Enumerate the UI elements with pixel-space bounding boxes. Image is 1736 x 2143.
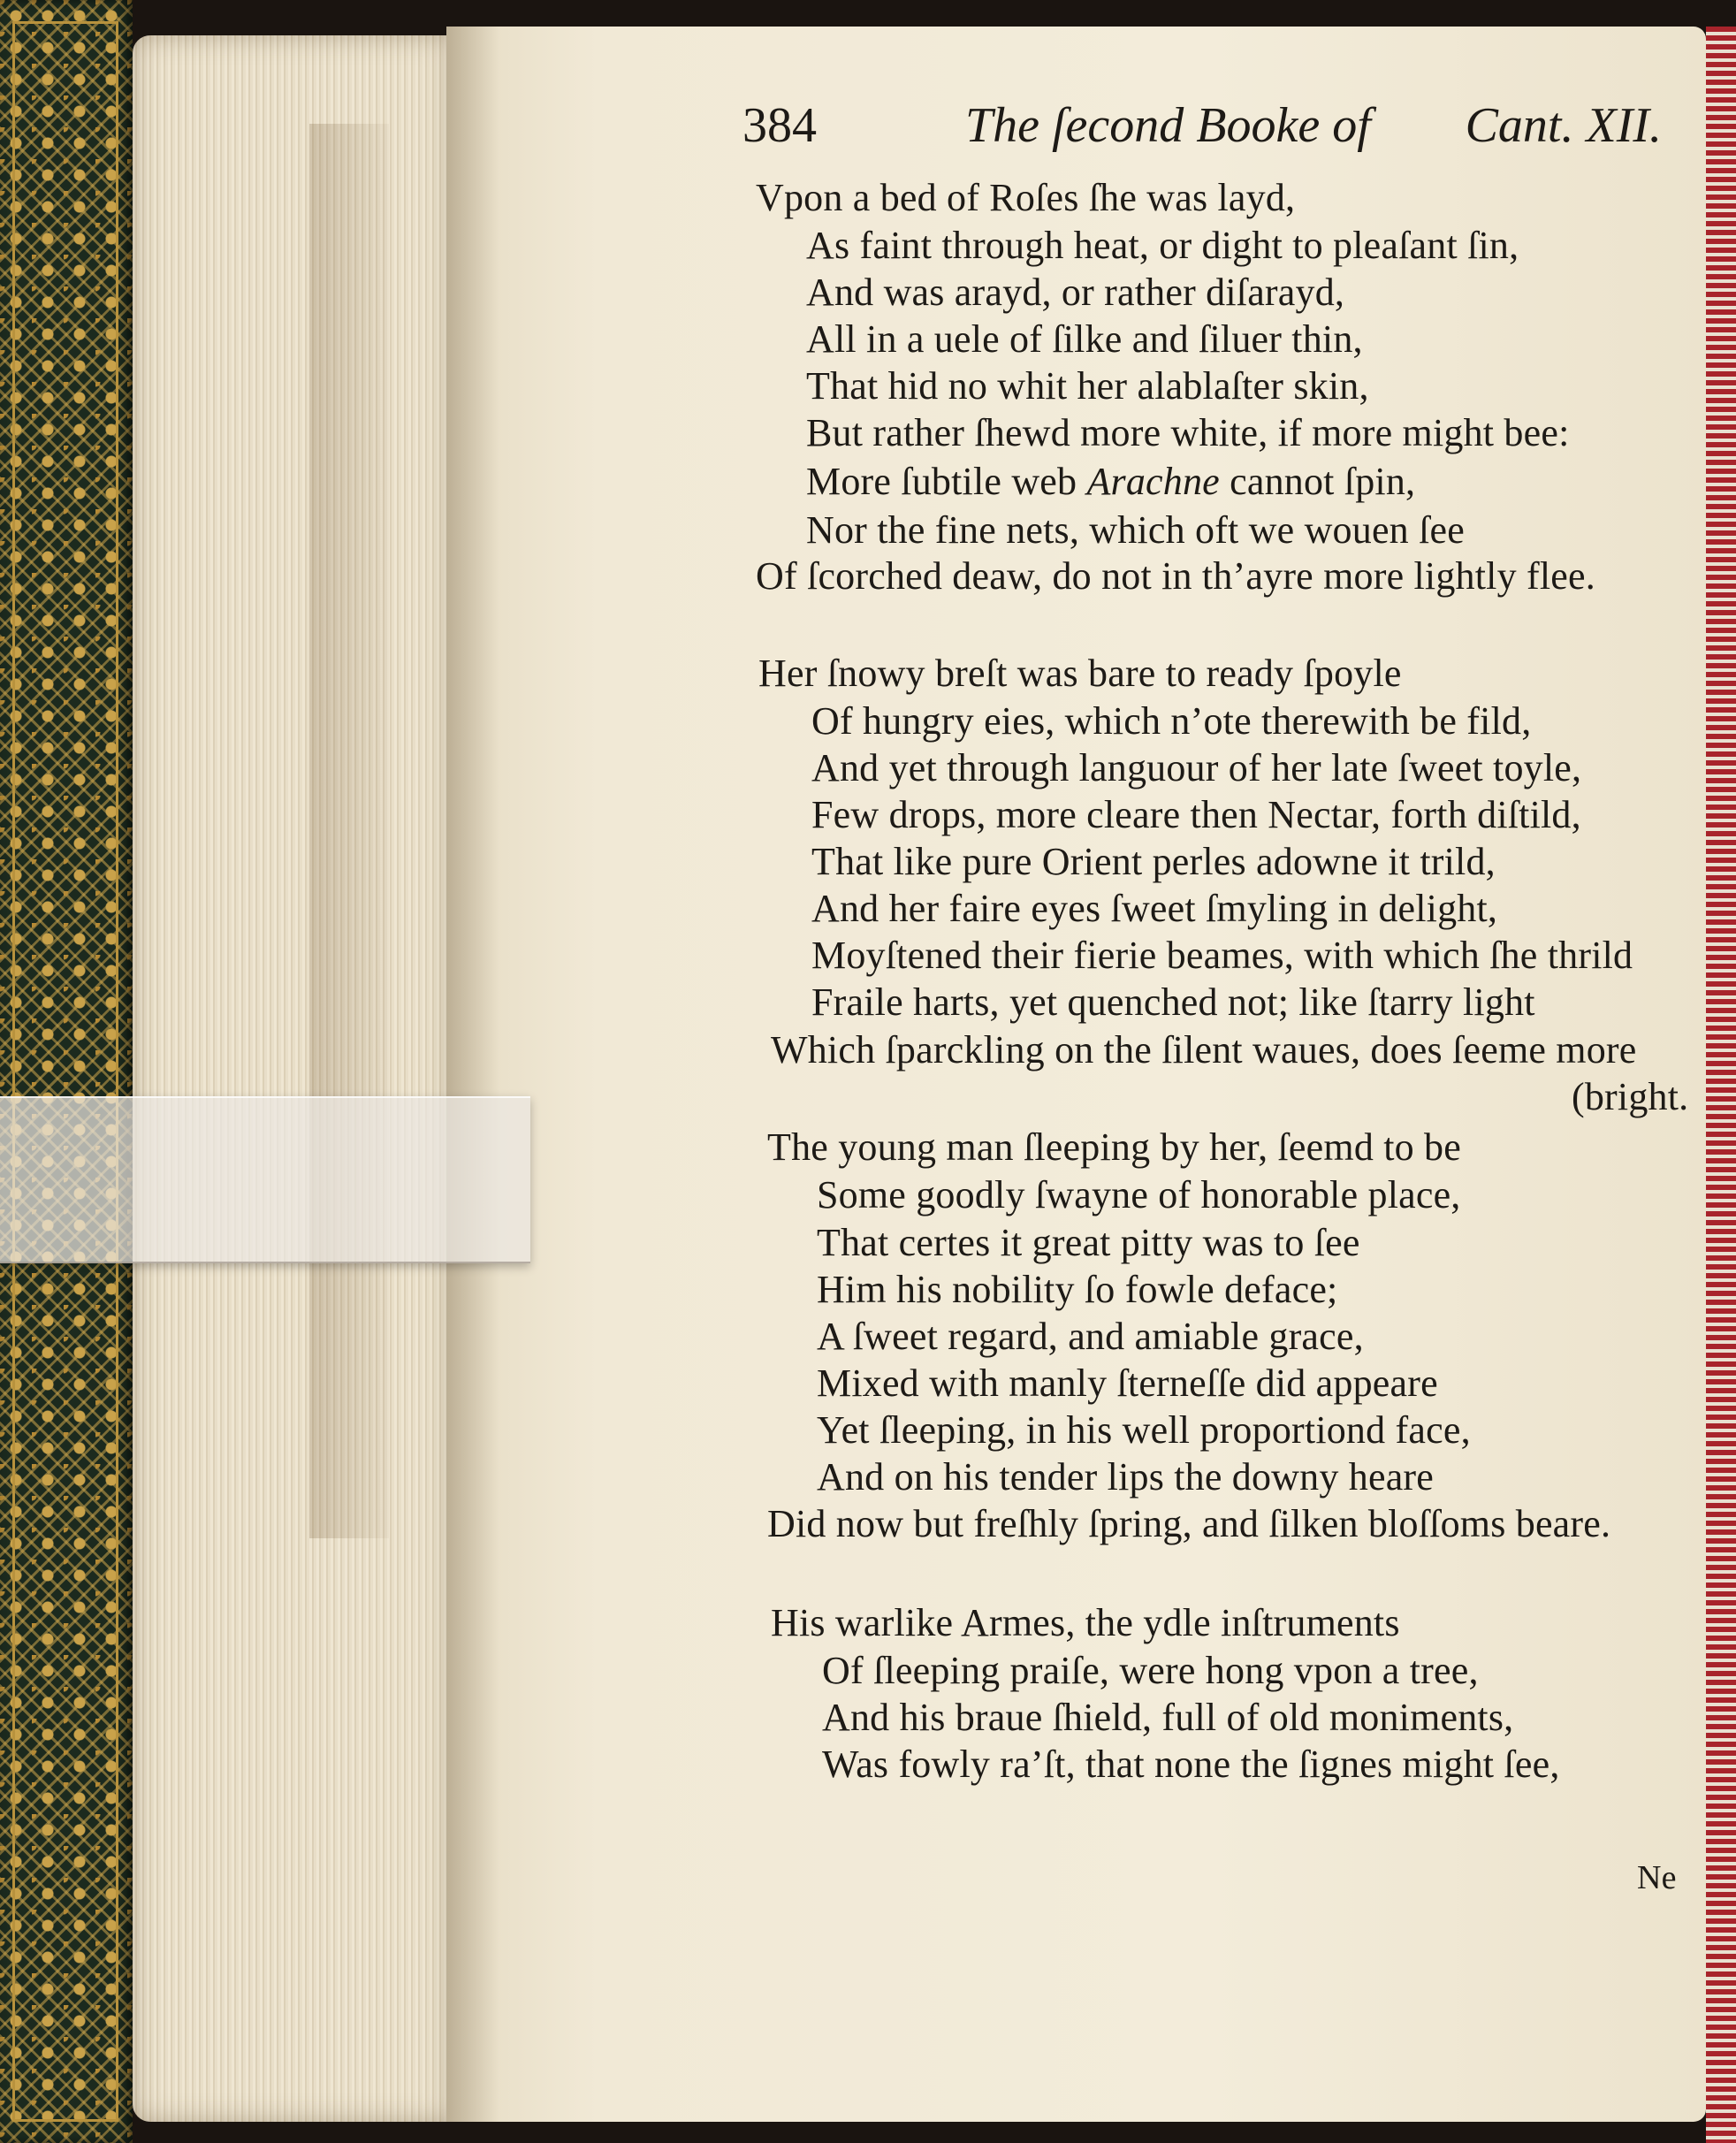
page-clip <box>0 1096 530 1263</box>
verse-line: That like pure Orient perles adowne it trild, <box>811 840 1496 883</box>
page-number: 384 <box>742 98 817 153</box>
gilt-border <box>12 21 118 2122</box>
verse-line: And on his tender lips the downy heare <box>817 1455 1435 1499</box>
verse-line: Some goodly ſwayne of honorable place, <box>817 1173 1461 1216</box>
canto-label: Cant. XII. <box>1465 98 1662 153</box>
verse-line: That hid no whit her alablaſter skin, <box>806 364 1369 408</box>
verse-line: Nor the fine nets, which oft we wouen ſee <box>806 508 1465 552</box>
verse-line: And was arayd, or rather diſarayd, <box>806 271 1345 314</box>
verse-line: As faint through heat, or dight to pleaſant ſin, <box>806 224 1519 267</box>
verse-line: A ſweet regard, and amiable grace, <box>817 1315 1364 1358</box>
book-cover <box>0 0 133 2143</box>
verse-line: (bright. <box>1572 1075 1689 1118</box>
verse-line: Of ſcorched deaw, do not in th’ayre more lightly flee. <box>756 554 1595 598</box>
page-edges <box>133 35 451 2122</box>
verse-line: All in a uele of ſilke and ſiluer thin, <box>806 317 1363 361</box>
verse-line: Yet ſleeping, in his well proportiond face, <box>817 1408 1471 1452</box>
bookmark-edge <box>1706 27 1736 2143</box>
verse-line: Him his nobility ſo fowle deface; <box>817 1268 1338 1311</box>
verse-line: Was fowly ra’ſt, that none the ſignes might ſee, <box>822 1743 1560 1786</box>
verse-line: Which ſparckling on the ſilent waues, does ſeeme more <box>771 1028 1637 1072</box>
verse-line: But rather ſhewd more white, if more might bee: <box>806 411 1570 454</box>
page-gutter <box>446 27 499 2122</box>
verse-line: And yet through languour of her late ſweet toyle, <box>811 746 1582 789</box>
running-head <box>742 97 1662 159</box>
verse-line: Mixed with manly ſterneſſe did appeare <box>817 1361 1438 1405</box>
verse-line: That certes it great pitty was to ſee <box>817 1221 1360 1264</box>
verse-line: Of ſleeping praiſe, were hong vpon a tree, <box>822 1649 1479 1692</box>
verse-line: And her faire eyes ſweet ſmyling in delight, <box>811 887 1498 930</box>
verse-line: And his braue ſhield, full of old moniments, <box>822 1696 1514 1739</box>
book-title: The ſecond Booke of <box>965 98 1371 153</box>
verse-line: His warlike Armes, the ydle inſtruments <box>771 1601 1400 1644</box>
verse-line <box>806 459 1415 504</box>
verse-line: Did now but freſhly ſpring, and ſilken bloſſoms beare. <box>767 1502 1611 1545</box>
catchword: Ne <box>1637 1859 1677 1896</box>
verse-text: cannot ſpin, <box>1219 460 1416 503</box>
verse-text: More ſubtile web <box>806 460 1087 503</box>
verse-line: Moyſtened their fierie beames, with which ſhe thrild <box>811 934 1633 977</box>
verse-line: The young man ſleeping by her, ſeemd to be <box>767 1125 1461 1169</box>
verse-line: Fraile harts, yet quenched not; like ſtarry light <box>811 980 1535 1024</box>
verse-line: Vpon a bed of Roſes ſhe was layd, <box>756 176 1296 219</box>
verse-line: Few drops, more cleare then Nectar, forth diſtild, <box>811 793 1581 836</box>
italic-name: Arachne <box>1086 460 1220 503</box>
verse-line: Of hungry eies, which n’ote therewith be fild, <box>811 699 1532 743</box>
verse-line: Her ſnowy breſt was bare to ready ſpoyle <box>758 652 1402 695</box>
